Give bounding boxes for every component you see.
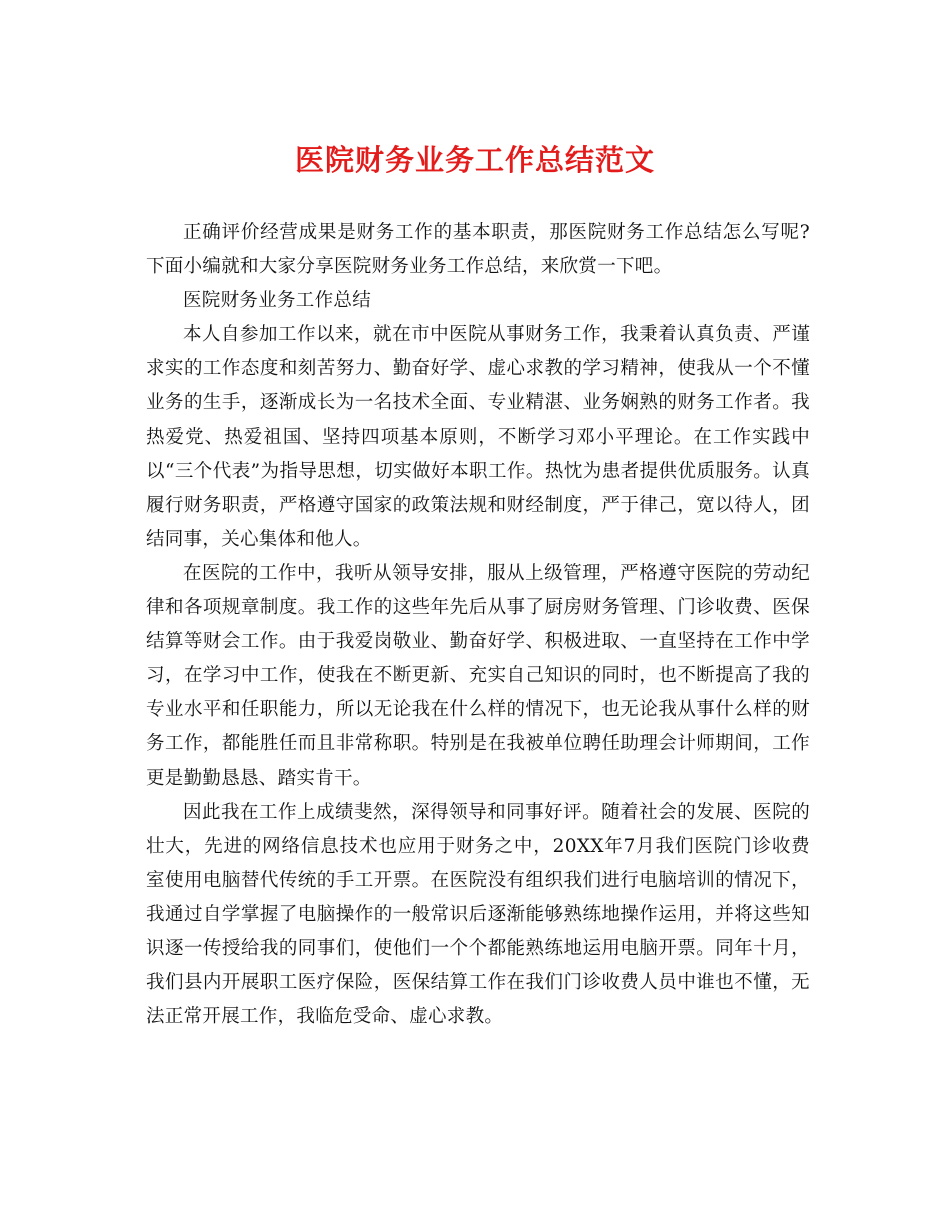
paragraph-subheading: 医院财务业务工作总结 bbox=[183, 290, 372, 312]
paragraph-3: 因此我在工作上成绩斐然，深得领导和同事好评。随着社会的发展、医院的壮大，先进的网络信息技术也应用于财务之中，20XX年7月我们医院门诊收费室使用电脑替代传统的手工开票。在医院没有组织我们进行电脑培训的情况下，我通过自学掌握了电脑操作的一般常识后逐渐能够熟练地操作运用，并将这些知识逐一传授给我的同事们，使他们一个个都能熟练地运用电脑开票。同年十月，我们县内开展职工医疗保险，医保结算工作在我们门诊收费人员中谁也不懂，无法正常开展工作，我临危受命、虚心求教。 bbox=[146, 801, 810, 1028]
paragraph-2: 在医院的工作中，我听从领导安排，服从上级管理，严格遵守医院的劳动纪律和各项规章制度。我工作的这些年先后从事了厨房财务管理、门诊收费、医保结算等财会工作。由于我爱岗敬业、勤奋好学、积极进取、一直坚持在工作中学习，在学习中工作，使我在不断更新、充实自己知识的同时，也不断提高了我的专业水平和任职能力，所以无论我在什么样的情况下，也无论我从事什么样的财务工作，都能胜任而且非常称职。特别是在我被单位聘任助理会计师期间，工作更是勤勤恳恳、踏实肯干。 bbox=[146, 562, 810, 789]
document-title: 医院财务业务工作总结范文 bbox=[294, 143, 655, 177]
document-body bbox=[146, 216, 810, 1034]
paragraph-intro: 正确评价经营成果是财务工作的基本职责，那医院财务工作总结怎么写呢?下面小编就和大家分享医院财务业务工作总结，来欣赏一下吧。 bbox=[146, 222, 810, 278]
paragraph-1: 本人自参加工作以来，就在市中医院从事财务工作，我秉着认真负责、严谨求实的工作态度和刻苦努力、勤奋好学、虚心求教的学习精神，使我从一个不懂业务的生手，逐渐成长为一名技术全面、专业精湛、业务娴熟的财务工作者。我热爱党、热爱祖国、坚持四项基本原则，不断学习邓小平理论。在工作实践中以“三个代表”为指导思想，切实做好本职工作。热忱为患者提供优质服务。认真履行财务职责，严格遵守国家的政策法规和财经制度，严于律己，宽以待人，团结同事，关心集体和他人。 bbox=[146, 324, 810, 550]
